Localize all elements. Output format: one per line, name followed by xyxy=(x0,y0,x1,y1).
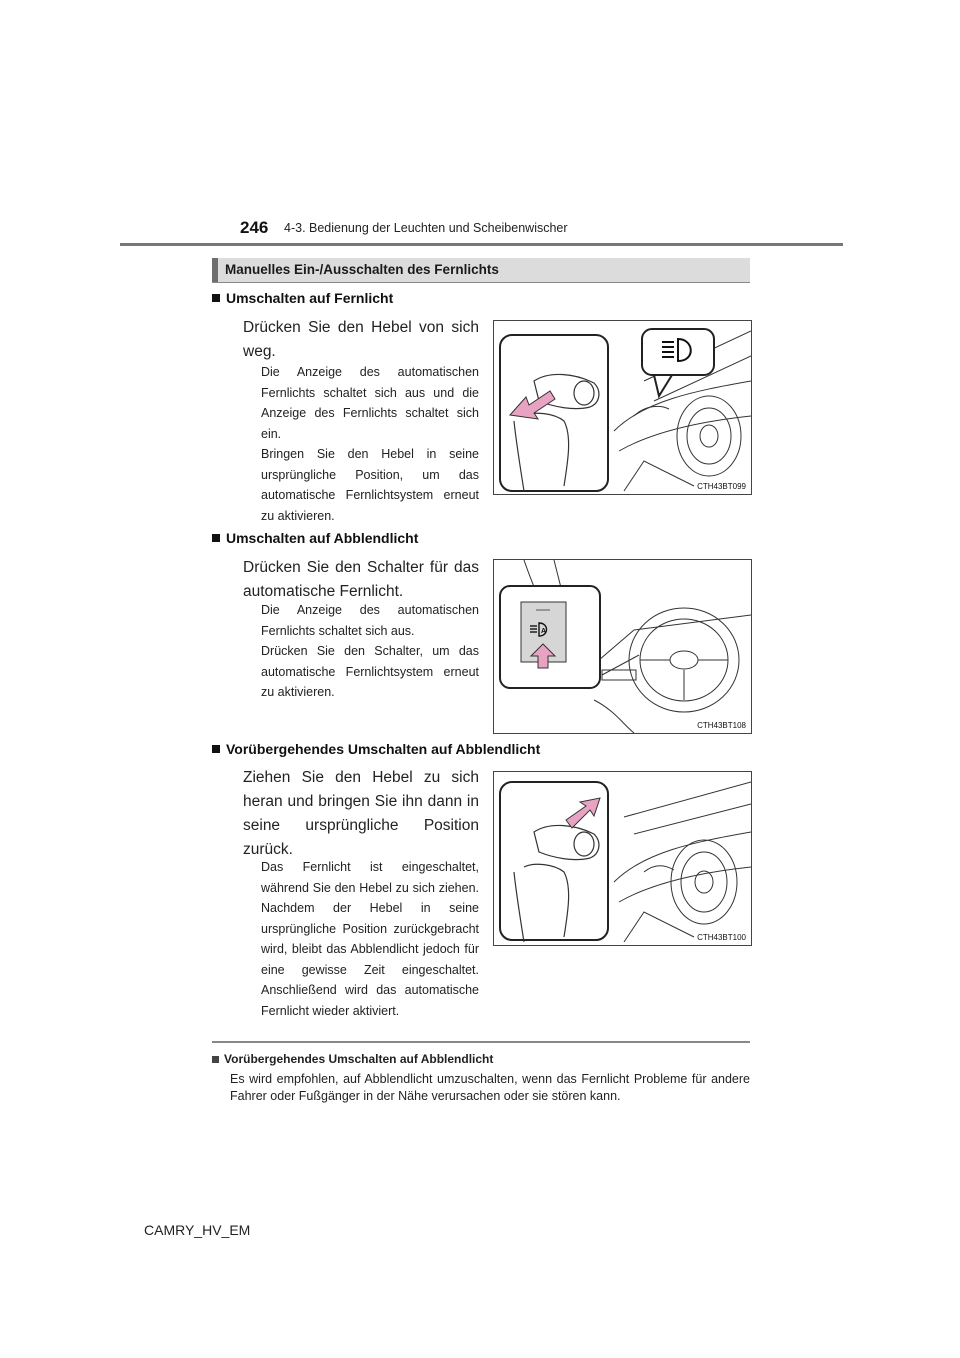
footnote-divider xyxy=(212,1041,750,1043)
square-bullet-icon xyxy=(212,294,220,302)
figure-code: CTH43BT099 xyxy=(697,482,746,491)
figure-lever-push xyxy=(493,320,752,495)
item-instruction: Drücken Sie den Hebel von sich weg. xyxy=(243,319,479,360)
figure-lever-pull xyxy=(493,771,752,946)
square-bullet-icon xyxy=(212,1056,219,1063)
auto-letter-glyph: A xyxy=(541,628,547,635)
footnote-body: Es wird empfohlen, auf Abblendlicht umzuschalten, wenn das Fernlicht Probleme für andere Fahrer oder Fußgänger in der Nähe verursachen oder sie stören kann. xyxy=(230,1072,750,1103)
square-bullet-icon xyxy=(212,745,220,753)
section-bar-stripe xyxy=(212,258,218,282)
item-heading-text: Umschalten auf Fernlicht xyxy=(226,290,394,306)
page-number: 246 xyxy=(240,218,269,237)
figure-switch-press xyxy=(493,559,752,734)
item-heading-low-beam xyxy=(212,530,418,546)
item-heading-text: Umschalten auf Abblendlicht xyxy=(226,530,419,546)
square-bullet-icon xyxy=(212,534,220,542)
item-note: Bringen Sie den Hebel in seine ursprüngliche Position, um das automatische Fernlichtsystem erneut zu aktivieren. xyxy=(261,447,479,523)
item-note: Die Anzeige des automatischen Fernlichts schaltet sich aus. xyxy=(261,603,479,638)
item-instruction: Drücken Sie den Schalter für das automatische Fernlicht. xyxy=(243,559,479,600)
footnote-heading xyxy=(212,1052,493,1066)
section-title: Manuelles Ein-/Ausschalten des Fernlichts xyxy=(225,262,499,277)
chapter-title: 4-3. Bedienung der Leuchten und Scheibenwischer xyxy=(284,221,568,235)
steering-wheel-illustration xyxy=(494,560,751,733)
header-divider xyxy=(120,243,843,246)
item-heading-high-beam xyxy=(212,290,393,306)
item-instruction: Ziehen Sie den Hebel zu sich heran und bringen Sie ihn dann in seine ursprüngliche Position zurück. xyxy=(243,769,479,858)
dashboard-illustration xyxy=(494,321,751,494)
item-note: Die Anzeige des automatischen Fernlichts schaltet sich aus und die Anzeige des Fernlichts schaltet sich ein. xyxy=(261,365,479,441)
footnote-heading-text: Vorübergehendes Umschalten auf Abblendlicht xyxy=(224,1052,494,1066)
figure-code: CTH43BT100 xyxy=(697,933,746,942)
model-code: CAMRY_HV_EM xyxy=(144,1222,251,1238)
item-note: Drücken Sie den Schalter, um das automatische Fernlichtsystem erneut zu aktivieren. xyxy=(261,644,479,699)
item-heading-text: Vorübergehendes Umschalten auf Abblendlicht xyxy=(226,741,541,757)
dashboard-illustration xyxy=(494,772,751,945)
item-heading-temporary-low-beam xyxy=(212,741,540,757)
figure-code: CTH43BT108 xyxy=(697,721,746,730)
section-title-bar xyxy=(212,258,750,283)
item-note: Das Fernlicht ist eingeschaltet, während Sie den Hebel zu sich ziehen. Nachdem der Hebel in seine ursprüngliche Position zurückgebracht wird, bleibt das Abblendlicht jedoch für eine gewisse Zeit eingeschaltet. Anschließend wird das automatische Fernlicht wieder aktiviert. xyxy=(261,860,479,1018)
